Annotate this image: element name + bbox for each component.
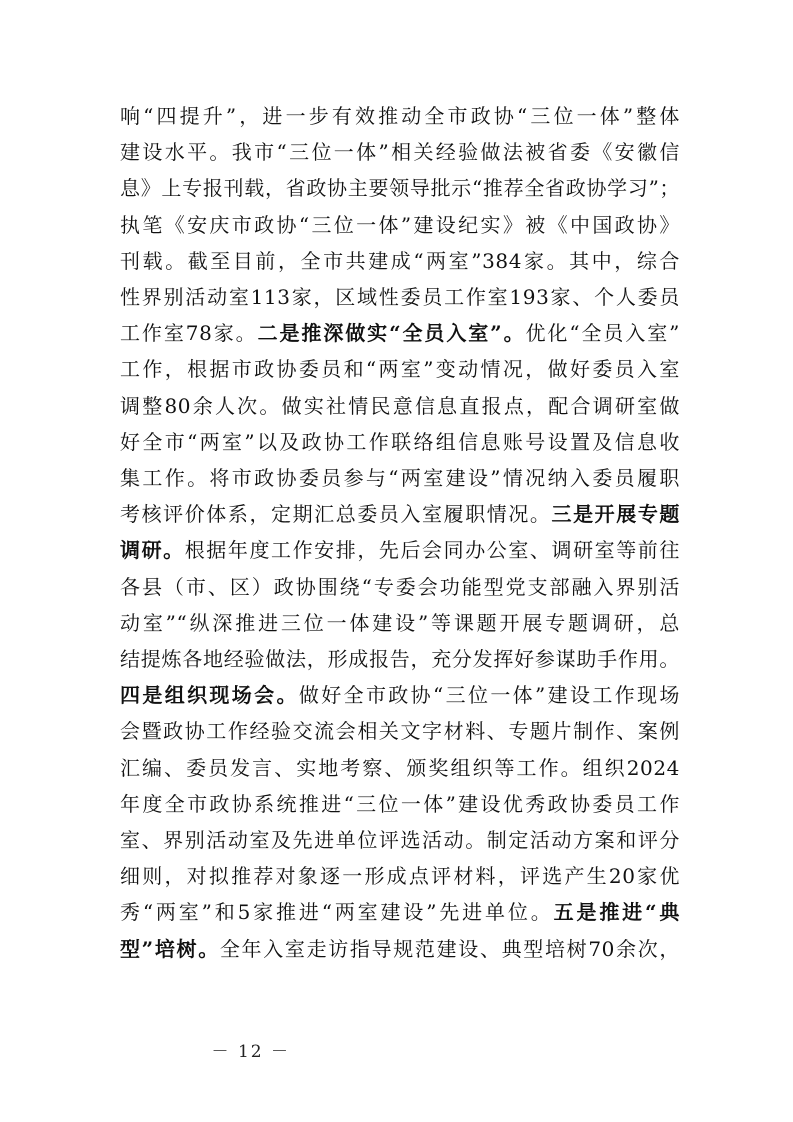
text-segment: 建设水平。我市“三位一体”相关经验做法被省委《安徽信 [120,140,680,165]
bold-heading-text: 四是组织现场会。 [120,683,299,708]
text-line [120,315,680,351]
text-line [120,677,680,713]
text-line [120,496,680,532]
text-segment: 细则，对拟推荐对象逐一形成点评材料，评选产生20家优 [120,864,680,889]
bold-heading-text: 型”培树。 [120,936,220,961]
text-line [120,279,680,315]
text-segment: 性界别活动室113家，区域性委员工作室193家、个人委员 [120,285,680,309]
text-segment: 室、界别活动室及先进单位评选活动。制定活动方案和评分 [120,828,680,852]
text-segment: 结提炼各地经验做法，形成报告，充分发挥好参谋助手作用。 [120,647,680,671]
text-segment: 动室”“纵深推进三位一体建设”等课题开展专题调研，总 [120,610,680,635]
text-line [120,207,680,243]
text-line [120,532,680,568]
text-segment: 汇编、委员发言、实地考察、颁奖组织等工作。组织2024 [120,755,680,780]
text-line [120,605,680,641]
text-segment: 响“四提升”，进一步有效推动全市政协“三位一体”整体 [120,104,680,128]
text-line [120,858,680,894]
text-line [120,134,680,170]
text-line [120,460,680,496]
bold-heading-text: 二是推深做实“全员入室”。 [257,321,526,346]
text-segment: 执笔《安庆市政协“三位一体”建设纪实》被《中国政协》 [120,212,680,237]
bold-heading-text: 调研。 [120,538,185,563]
page-number: － 12 － [211,1042,290,1062]
text-segment: 优化“全员入室” [525,321,680,346]
text-segment: 集工作。将市政协委员参与“两室建设”情况纳入委员履职 [120,466,680,490]
text-segment: 刊载。截至目前，全市共建成“两室”384家。其中，综合 [120,248,680,273]
text-segment: 工作室78家。 [120,321,258,346]
text-segment: 全年入室走访指导规范建设、典型培树70余次， [219,936,680,961]
text-line [120,713,680,749]
text-line [120,641,680,677]
text-segment: 考核评价体系，定期汇总委员入室履职情况。 [120,502,552,527]
text-segment: 工作，根据市政协委员和“两室”变动情况，做好委员入室 [120,357,680,382]
text-segment: 根据年度工作安排，先后会同办公室、调研室等前往 [184,538,680,563]
text-segment: 好全市“两室”以及政协工作联络组信息账号设置及信息收 [120,429,680,454]
text-line [120,786,680,822]
text-line [120,98,680,134]
text-line [120,388,680,424]
text-segment: 各县（市、区）政协围绕“专委会功能型党支部融入界别活 [120,574,680,599]
text-line [120,424,680,460]
text-segment: 息》上专报刊载，省政协主要领导批示“推荐全省政协学习”； [120,176,680,201]
text-line [120,931,680,967]
text-segment: 调整80余人次。做实社情民意信息直报点，配合调研室做 [120,393,680,418]
text-line [120,243,680,279]
text-line [120,750,680,786]
text-segment: 会暨政协工作经验交流会相关文字材料、专题片制作、案例 [120,719,680,744]
text-line [120,822,680,858]
text-line [120,569,680,605]
bold-heading-text: 五是推进“典 [553,900,680,925]
text-line [120,351,680,387]
text-line [120,170,680,206]
bold-heading-text: 三是开展专题 [551,502,680,527]
text-segment: 年度全市政协系统推进“三位一体”建设优秀政协委员工作 [120,791,680,816]
text-line [120,894,680,930]
text-segment: 做好全市政协“三位一体”建设工作现场 [298,683,681,708]
text-segment: 秀“两室”和5家推进“两室建设”先进单位。 [120,900,554,925]
